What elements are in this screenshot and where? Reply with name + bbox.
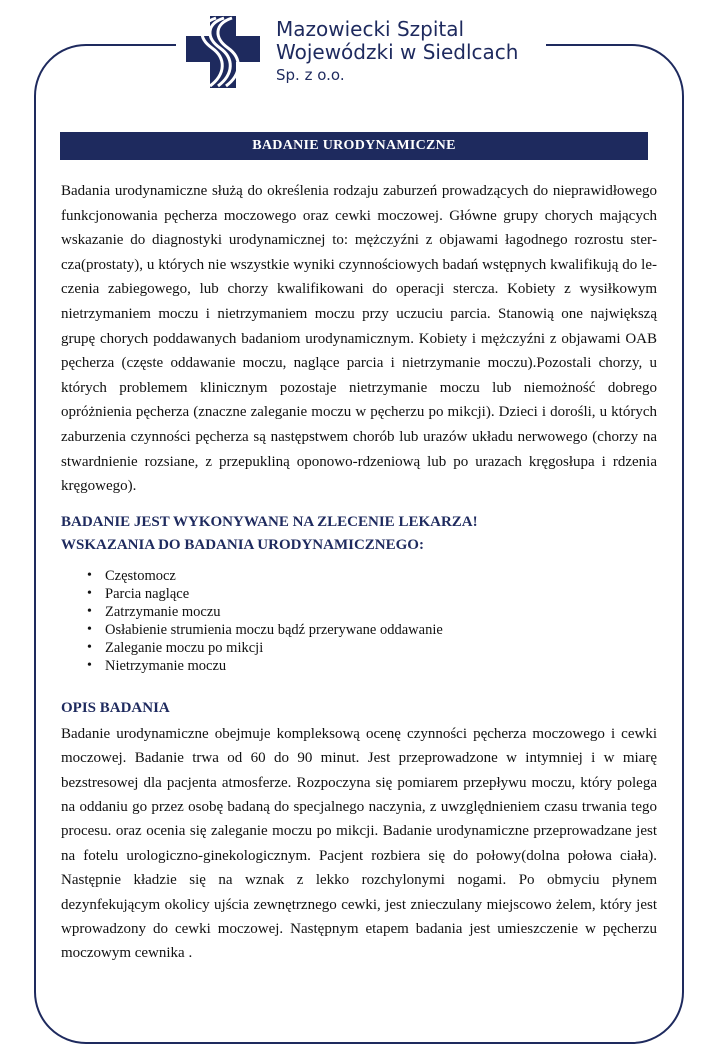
org-line-1: Mazowiecki Szpital [276, 17, 465, 41]
list-item: • Nietrzymanie moczu [87, 657, 657, 675]
hospital-name [276, 18, 518, 86]
document-body [61, 179, 657, 966]
intro-paragraph: Badania urodynamiczne służą do określenia rodzaju zaburzeń prowadzących do nieprawidłowego funkcjonowania pęcherza moczowego oraz cewki moczowej. Główne grupy chorych mających wskazanie do diagnostyki urodynamicznej to: mężczyźni z objawami łagodnego rozrostu stercza(prostaty), u których nie wszystkie wyniki czynnościowych badań wstępnych kwalifikują do leczenia zabiegowego, lub chorzy kwalifikowani do operacji stercza. Kobiety z wysiłkowym nietrzymaniem moczu i nietrzymaniem moczu przy uczuciu parcia. Stanowią one największą grupę chorych poddawanych badaniom urodynamicznym. Kobiety i mężczyźni z objawami OAB pęcherza (częste oddawanie moczu, naglące parcia i nietrzymanie moczu).Pozostali chorzy, u których problemem klinicznym pozostaje nietrzymanie moczu lub niemożność dobrego opróżnienia pęcherza (znaczne zaleganie moczu w pęcherzu po mikcji). Dzieci i dorośli, u których zaburzenia czynności pęcherza są następstwem chorób lub urazów układu nerwowego (chorzy na stwardnienie rozsiane, z przepukliną oponowo-rdzeniową lub po urazach kręgosłupa i rdzenia kręgowego). [61, 183, 657, 495]
hospital-cross-logo-icon [180, 14, 266, 90]
indications-list [61, 567, 657, 675]
hospital-logo [176, 14, 546, 90]
indications-heading: WSKAZANIA DO BADANIA URODYNAMICZNEGO: [61, 536, 424, 553]
referral-heading: BADANIE JEST WYKONYWANE NA ZLECENIE LEKARZA! [61, 513, 478, 530]
description-paragraph: Badanie urodynamiczne obejmuje kompleksową ocenę czynności pęcherza moczowego i cewki moczowej. Badanie trwa od 60 do 90 minut. Jest przeprowadzone w intymniej i w miarę bezstresowej dla pacjenta atmosferze. Rozpoczyna się pomiarem przepływu moczu, który polega na oddaniu go przez osobę badaną do specjalnego naczynia, z uwzględnieniem czasu trwania tego procesu. oraz ocenia się zaleganie moczu po mikcji. Badanie urodynamiczne przeprowadzane jest na fotelu urologiczno-ginekologicznym. Pacjent rozbiera się do połowy(dolna połowa ciała). Następnie kładzie się na wznak z lekko rozchylonymi nogami. Po obmyciu płynem dezynfekującym okolicy ujścia zewnętrznego cewki, jest znieczulany miejscowo żelem, który jest wprowadzony do cewki moczowej. Następnym etapem badania jest umieszczenie w pęcherzu moczowym cewnika . [61, 725, 657, 962]
list-item: • Zatrzymanie moczu [87, 603, 657, 621]
org-line-3: Sp. z o.o. [276, 66, 345, 84]
description-heading: OPIS BADANIA [61, 699, 170, 716]
list-item: • Osłabienie strumienia moczu bądź przerywane oddawanie [87, 621, 657, 639]
document-title: BADANIE URODYNAMICZNE [60, 132, 648, 160]
org-line-2: Wojewódzki w Siedlcach [276, 40, 519, 64]
list-item: • Parcia naglące [87, 585, 657, 603]
list-item: • Częstomocz [87, 567, 657, 585]
list-item: • Zaleganie moczu po mikcji [87, 639, 657, 657]
